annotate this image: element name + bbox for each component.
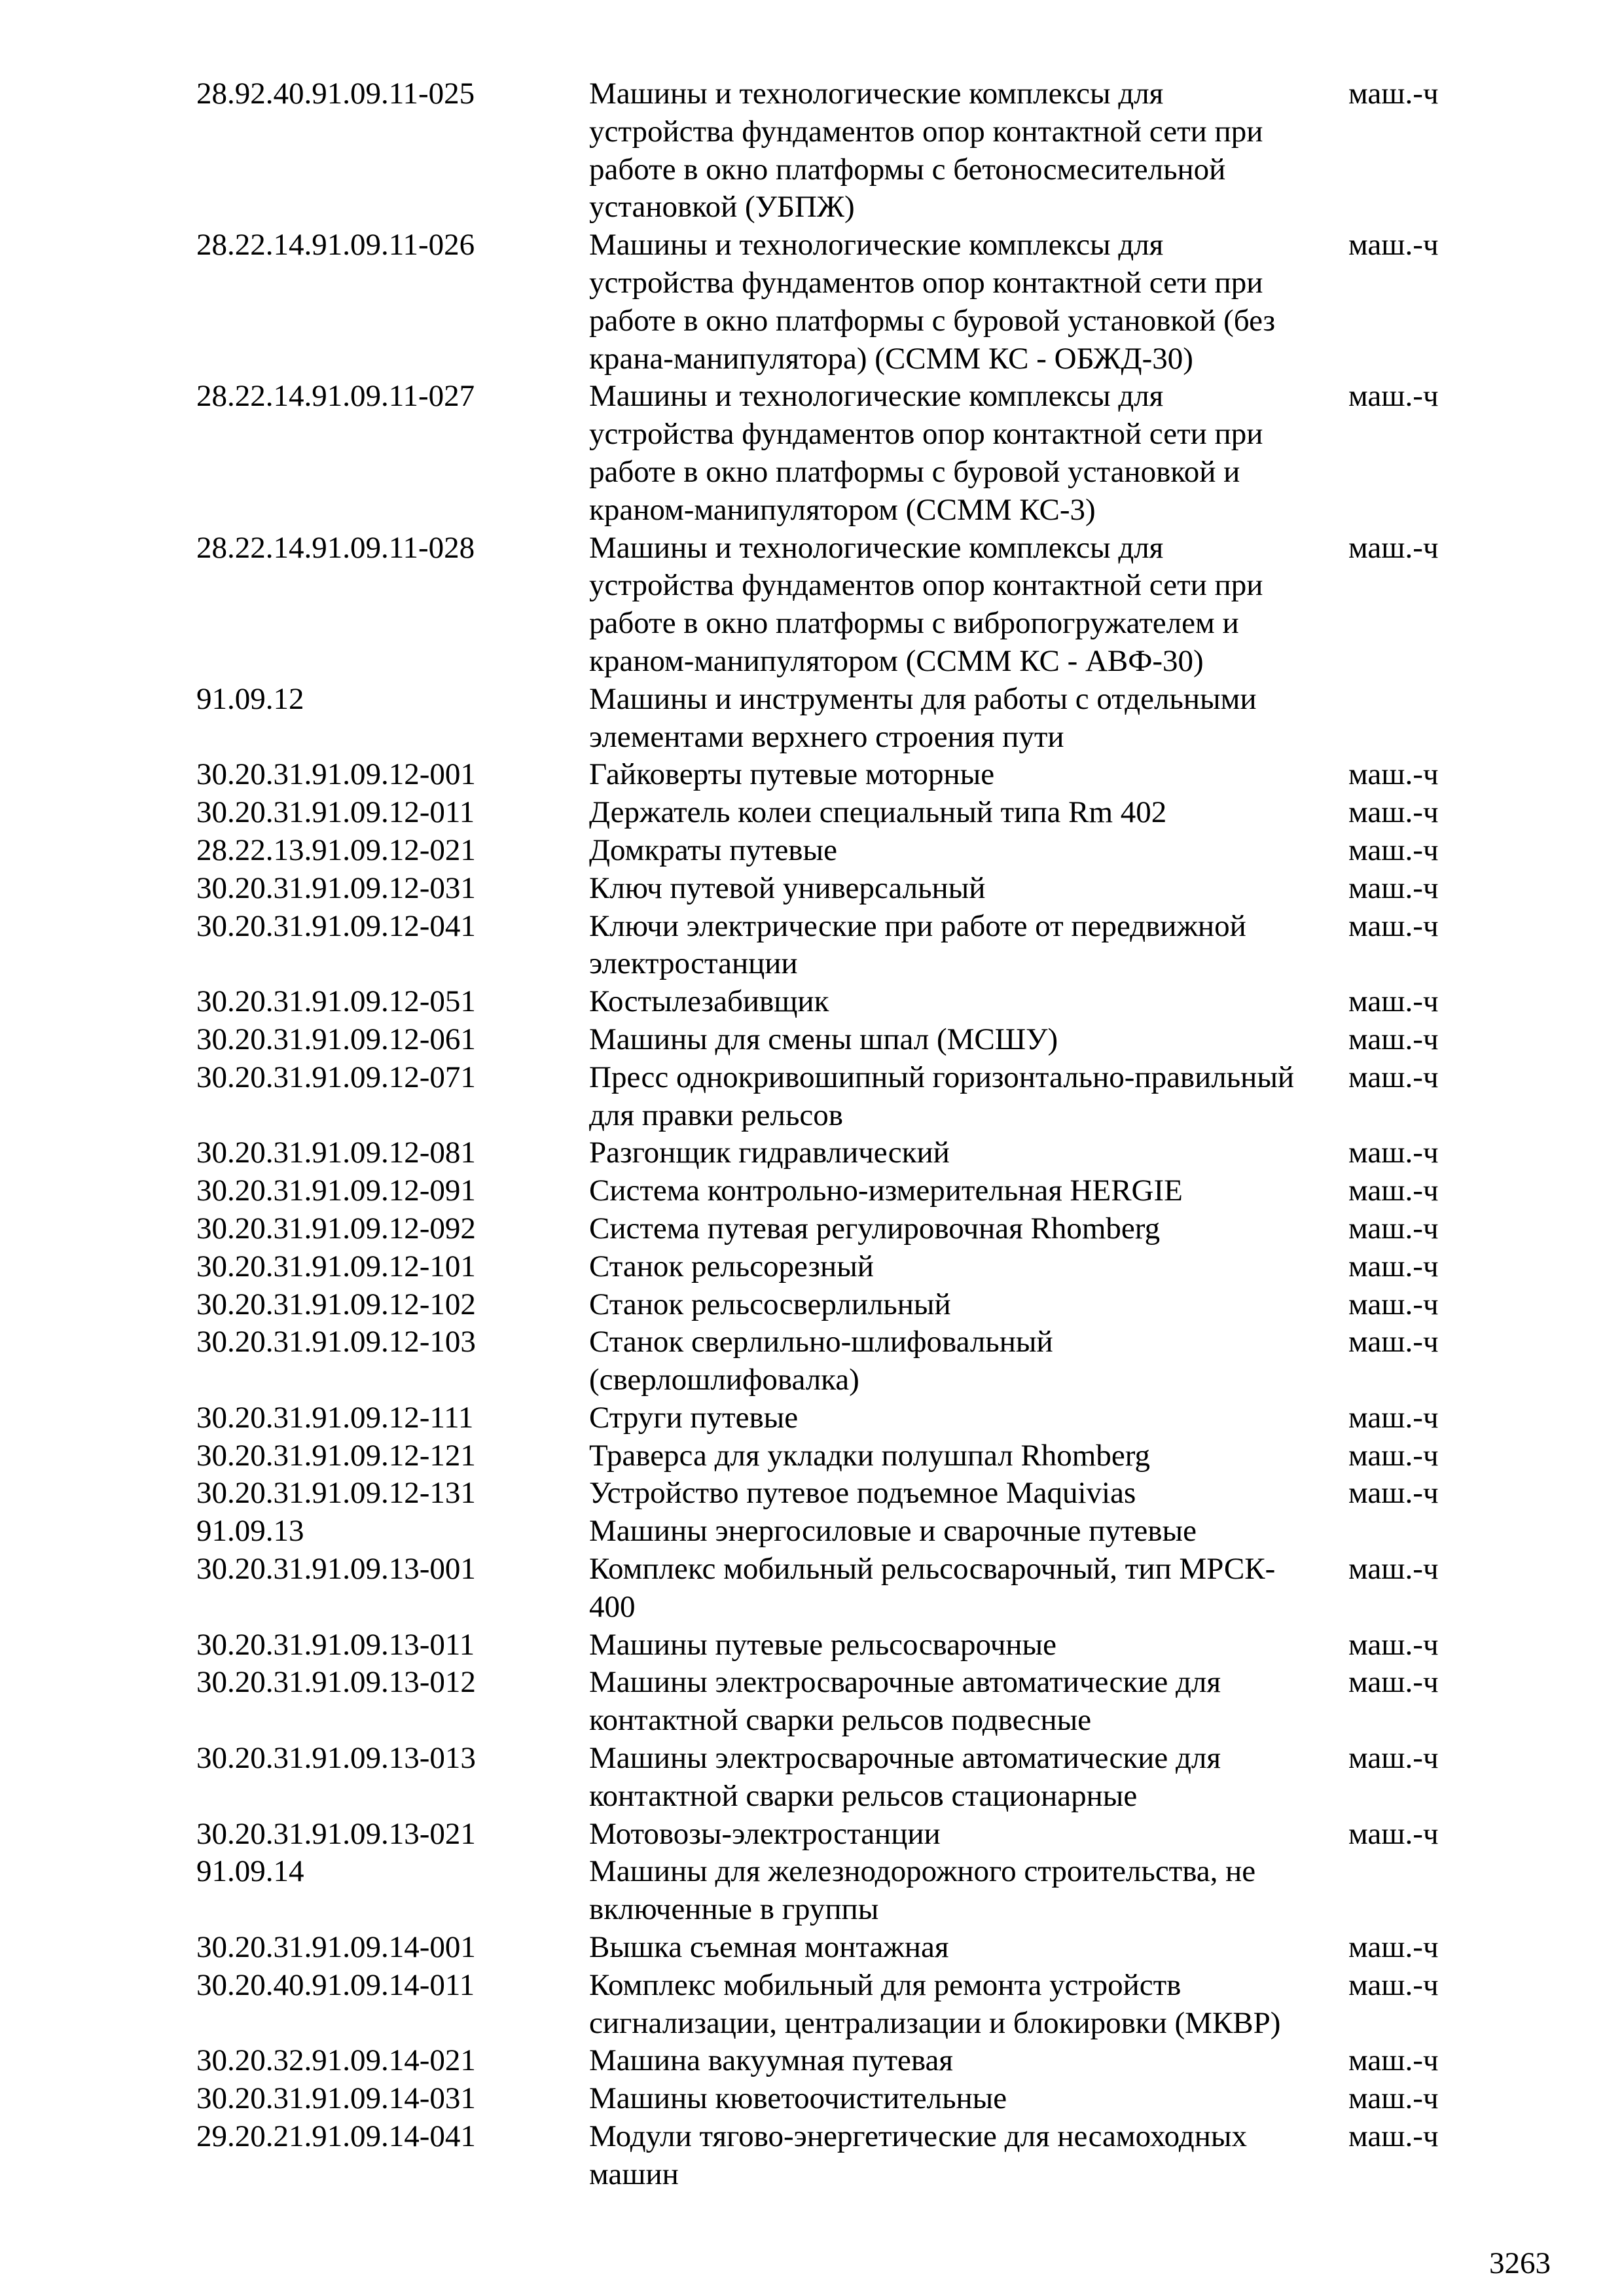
row-unit: маш.-ч: [1348, 1627, 1439, 1662]
row-code: 30.20.31.91.09.12-051: [196, 984, 476, 1019]
row-unit: маш.-ч: [1348, 1816, 1439, 1851]
table-row: [196, 1286, 1492, 1324]
table-row: [196, 2118, 1492, 2194]
row-unit: маш.-ч: [1348, 1665, 1439, 1700]
row-unit: маш.-ч: [1348, 833, 1439, 867]
row-code: 28.22.14.91.09.11-027: [196, 379, 475, 414]
row-code: 30.20.31.91.09.12-092: [196, 1211, 476, 1246]
row-name: Ключ путевой универсальный: [589, 870, 986, 905]
row-code: 30.20.31.91.09.14-031: [196, 2081, 476, 2116]
row-code: 28.22.14.91.09.11-026: [196, 228, 475, 262]
row-unit: маш.-ч: [1348, 1022, 1439, 1056]
row-code: 30.20.31.91.09.12-091: [196, 1174, 476, 1208]
row-code: 30.20.31.91.09.13-021: [196, 1816, 476, 1851]
table-row: [196, 1323, 1492, 1399]
table-row: [196, 378, 1492, 529]
table-row: [196, 1740, 1492, 1816]
row-name: Машины кюветоочистительные: [589, 2081, 1007, 2116]
row-unit: маш.-ч: [1348, 1967, 1439, 2002]
row-unit: маш.-ч: [1348, 1741, 1439, 1776]
table-row: [196, 832, 1492, 870]
row-unit: маш.-ч: [1348, 795, 1439, 830]
row-code: 30.20.31.91.09.13-012: [196, 1665, 476, 1700]
row-code: 30.20.31.91.09.12-102: [196, 1287, 476, 1321]
table-row: [196, 2042, 1492, 2080]
row-code: 91.09.13: [196, 1514, 304, 1549]
row-unit: маш.-ч: [1348, 984, 1439, 1019]
table-row: [196, 983, 1492, 1021]
table-row: [196, 75, 1492, 226]
row-unit: маш.-ч: [1348, 1174, 1439, 1208]
row-unit: маш.-ч: [1348, 2081, 1439, 2116]
row-unit: маш.-ч: [1348, 2119, 1439, 2154]
row-name: Пресс однокривошипный горизонтально-правильный для правки рельсов: [589, 1060, 1295, 1132]
row-name: Станок сверлильно-шлифовальный (сверлошлифовалка): [589, 1325, 1053, 1397]
row-unit: маш.-ч: [1348, 870, 1439, 905]
row-name: Разгонщик гидравлический: [589, 1136, 950, 1170]
row-name: Машины энергосиловые и сварочные путевые: [589, 1514, 1197, 1549]
row-code: 28.22.14.91.09.11-028: [196, 530, 475, 565]
table-row: [196, 1475, 1492, 1513]
table-row: [196, 1551, 1492, 1626]
group-header-row: [196, 681, 1492, 757]
row-unit: маш.-ч: [1348, 1400, 1439, 1435]
table-row: [196, 794, 1492, 832]
row-code: 28.22.13.91.09.12-021: [196, 833, 476, 867]
row-name: Машины электросварочные автоматические для контактной сварки рельсов стационарные: [589, 1741, 1221, 1813]
table-row: [196, 1664, 1492, 1740]
row-name: Домкраты путевые: [589, 833, 837, 867]
row-name: Устройство путевое подъемное Maquivias: [589, 1476, 1136, 1511]
table-row: [196, 1172, 1492, 1210]
row-name: Комплекс мобильный для ремонта устройств сигнализации, централизации и блокировки (МКВР): [589, 1967, 1281, 2040]
table-row: [196, 2080, 1492, 2118]
row-code: 30.20.31.91.09.12-103: [196, 1325, 476, 1359]
row-code: 30.20.31.91.09.12-011: [196, 795, 475, 830]
row-name: Машины для железнодорожного строительства, не включенные в группы: [589, 1854, 1256, 1927]
row-code: 30.20.31.91.09.12-131: [196, 1476, 476, 1511]
row-name: Мотовозы-электростанции: [589, 1816, 941, 1851]
row-name: Модули тягово-энергетические для несамоходных машин: [589, 2119, 1247, 2191]
row-name: Станок рельсорезный: [589, 1249, 874, 1283]
row-code: 30.20.31.91.09.14-001: [196, 1930, 476, 1965]
row-unit: маш.-ч: [1348, 1249, 1439, 1283]
row-name: Машины и технологические комплексы для устройства фундаментов опор контактной сети при работе в окно платформы с вибропогружателем и краном-манипулятором (ССММ КС - АВФ-30): [589, 530, 1263, 678]
table-row: [196, 1626, 1492, 1664]
row-code: 28.92.40.91.09.11-025: [196, 77, 475, 111]
row-name: Машины и технологические комплексы для устройства фундаментов опор контактной сети при работе в окно платформы с буровой установкой (без крана-манипулятора) (ССММ КС - ОБЖД-30): [589, 228, 1276, 376]
table-row: [196, 1399, 1492, 1437]
table-row: [196, 529, 1492, 681]
table-row: [196, 1059, 1492, 1135]
row-code: 30.20.31.91.09.13-001: [196, 1552, 476, 1587]
row-code: 30.20.31.91.09.12-121: [196, 1438, 476, 1473]
row-code: 30.20.32.91.09.14-021: [196, 2043, 476, 2078]
table-row: [196, 1134, 1492, 1172]
row-unit: маш.-ч: [1348, 1211, 1439, 1246]
page-number: 3263: [1489, 2246, 1551, 2280]
row-name: Машины и технологические комплексы для устройства фундаментов опор контактной сети при работе в окно платформы с буровой установкой и краном-манипулятором (ССММ КС-3): [589, 379, 1263, 527]
table-row: [196, 1437, 1492, 1475]
table-row: [196, 226, 1492, 378]
group-header-row: [196, 1513, 1492, 1551]
row-name: Ключи электрические при работе от передвижной электростанции: [589, 908, 1246, 981]
row-code: 30.20.31.91.09.13-011: [196, 1627, 475, 1662]
row-unit: маш.-ч: [1348, 1060, 1439, 1094]
row-name: Машины электросварочные автоматические для контактной сварки рельсов подвесные: [589, 1665, 1221, 1738]
table-row: [196, 1021, 1492, 1059]
row-unit: маш.-ч: [1348, 1476, 1439, 1511]
table-row: [196, 1967, 1492, 2043]
row-name: Машины для смены шпал (МСШУ): [589, 1022, 1058, 1056]
table-row: [196, 1929, 1492, 1967]
row-name: Машины и инструменты для работы с отдельными элементами верхнего строения пути: [589, 681, 1257, 754]
row-name: Держатель колеи специальный типа Rm 402: [589, 795, 1167, 830]
row-code: 30.20.31.91.09.12-071: [196, 1060, 476, 1094]
row-name: Машина вакуумная путевая: [589, 2043, 953, 2078]
row-unit: маш.-ч: [1348, 530, 1439, 565]
row-code: 91.09.14: [196, 1854, 304, 1889]
row-name: Комплекс мобильный рельсосварочный, тип МРСК- 400: [589, 1552, 1276, 1624]
row-unit: маш.-ч: [1348, 379, 1439, 414]
row-unit: маш.-ч: [1348, 2043, 1439, 2078]
row-code: 30.20.31.91.09.12-041: [196, 908, 476, 943]
row-unit: маш.-ч: [1348, 1136, 1439, 1170]
group-header-row: [196, 1853, 1492, 1929]
table-row: [196, 908, 1492, 984]
row-code: 30.20.31.91.09.12-111: [196, 1400, 474, 1435]
row-unit: маш.-ч: [1348, 1438, 1439, 1473]
row-code: 30.20.31.91.09.12-061: [196, 1022, 476, 1056]
row-name: Вышка съемная монтажная: [589, 1930, 949, 1965]
row-code: 29.20.21.91.09.14-041: [196, 2119, 476, 2154]
row-unit: маш.-ч: [1348, 228, 1439, 262]
row-unit: маш.-ч: [1348, 1552, 1439, 1587]
row-name: Станок рельсосверлильный: [589, 1287, 951, 1321]
row-name: Гайковерты путевые моторные: [589, 757, 995, 792]
table-row: [196, 756, 1492, 794]
table-row: [196, 1210, 1492, 1248]
row-code: 30.20.31.91.09.12-031: [196, 870, 476, 905]
table-row: [196, 1248, 1492, 1286]
row-code: 30.20.31.91.09.12-001: [196, 757, 476, 792]
row-name: Система путевая регулировочная Rhomberg: [589, 1211, 1161, 1246]
row-code: 30.20.40.91.09.14-011: [196, 1967, 475, 2002]
row-code: 30.20.31.91.09.12-101: [196, 1249, 476, 1283]
row-code: 30.20.31.91.09.12-081: [196, 1136, 476, 1170]
row-unit: маш.-ч: [1348, 1930, 1439, 1965]
row-name: Машины и технологические комплексы для устройства фундаментов опор контактной сети при работе в окно платформы с бетоносмесительной установкой (УБПЖ): [589, 77, 1263, 224]
table-row: [196, 870, 1492, 908]
row-name: Костылезабивщик: [589, 984, 829, 1019]
row-unit: маш.-ч: [1348, 908, 1439, 943]
row-code: 91.09.12: [196, 681, 304, 716]
row-name: Система контрольно-измерительная HERGIE: [589, 1174, 1183, 1208]
row-unit: маш.-ч: [1348, 77, 1439, 111]
resource-table: [196, 75, 1492, 2194]
row-unit: маш.-ч: [1348, 1325, 1439, 1359]
row-name: Струги путевые: [589, 1400, 799, 1435]
row-code: 30.20.31.91.09.13-013: [196, 1741, 476, 1776]
row-name: Машины путевые рельсосварочные: [589, 1627, 1056, 1662]
row-unit: маш.-ч: [1348, 1287, 1439, 1321]
row-name: Траверса для укладки полушпал Rhomberg: [589, 1438, 1151, 1473]
table-row: [196, 1816, 1492, 1854]
row-unit: маш.-ч: [1348, 757, 1439, 792]
